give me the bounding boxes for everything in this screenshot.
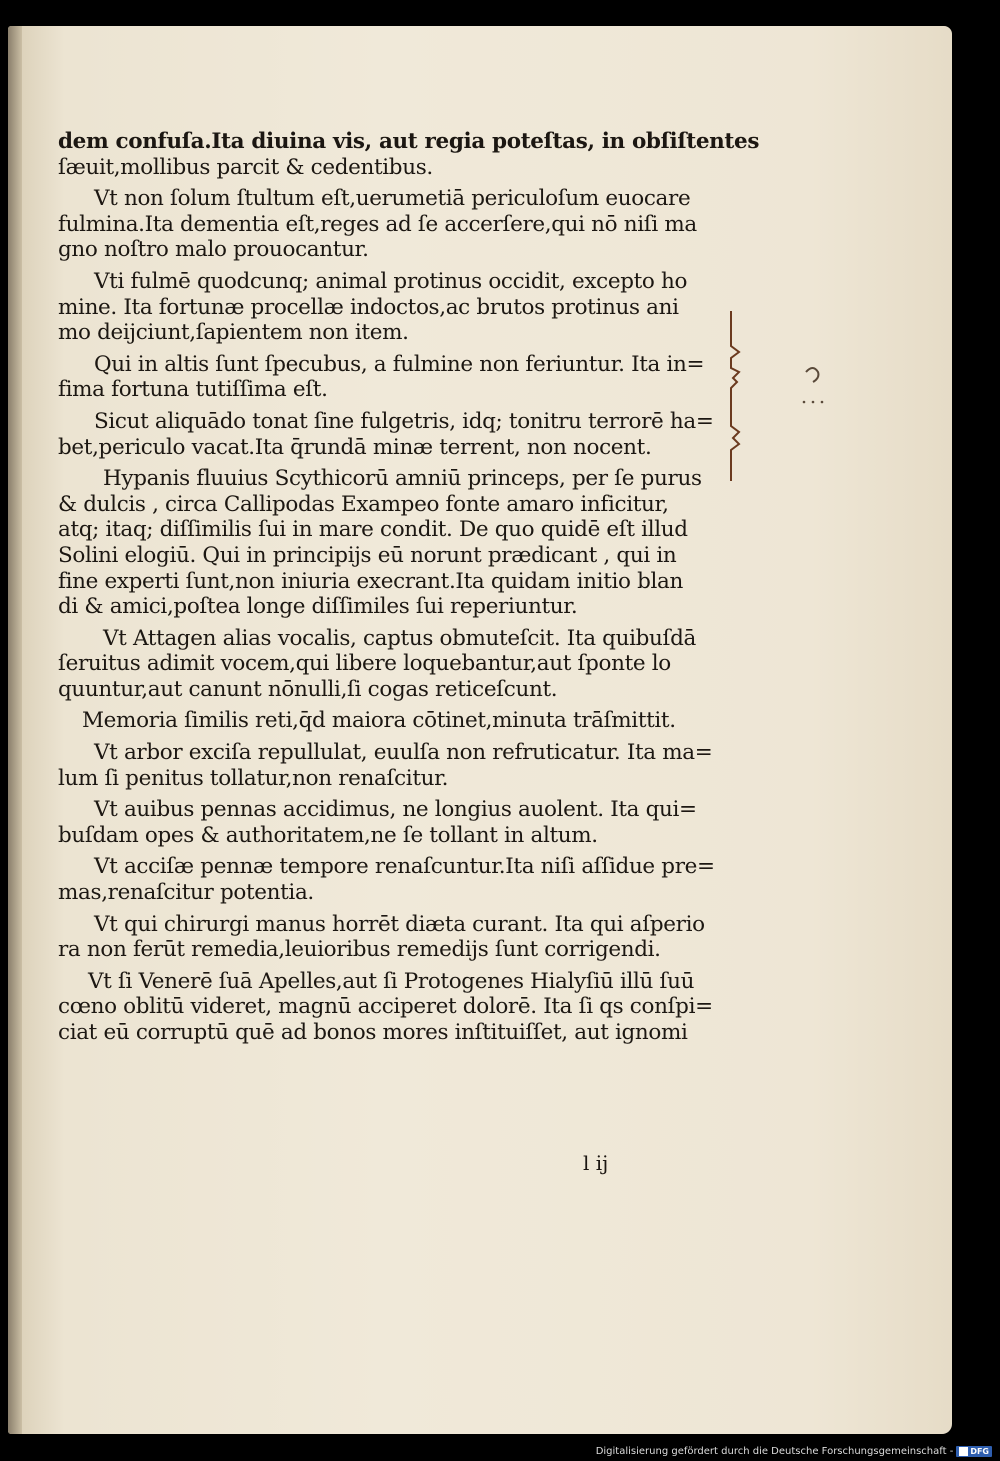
text-line: Vt Attagen alias vocalis, captus obmuteſcit. Ita quibuſdā [103,625,697,651]
text-line: Vt acciſæ pennæ tempore renaſcuntur.Ita niſi aſſidue pre= [94,854,715,880]
text-line: Vt qui chirurgi manus horrēt diæta curant. Ita qui aſperio [94,911,705,937]
text-line: gno noſtro malo prouocantur. [58,237,369,263]
text-line: Vt arbor exciſa repullulat, euulſa non refruticatur. Ita ma= [94,740,713,766]
text-line: fulmina.Ita dementia eſt,reges ad ſe accerſere,qui nō niſi ma [58,211,697,237]
text-line: ſæuit,mollibus parcit & cedentibus. [58,154,433,180]
text-line: lum ſi penitus tollatur,non renaſcitur. [58,765,449,791]
digitization-footer [596,1446,992,1457]
dfg-logo-text: DFG [970,1447,989,1456]
text-line: Vti fulmē quodcunq; animal protinus occidit, excepto ho [94,268,688,294]
margin-bracket-annotation [723,306,763,486]
text-line: Hypanis fluuius Scythicorū amniū princeps, per ſe purus [103,466,702,492]
text-line: ſeruitus adimit vocem,qui libere loquebantur,aut ſponte lo [58,651,671,677]
text-line: Vt auibus pennas accidimus, ne longius auolent. Ita qui= [94,797,697,823]
text-line: dem confuſa.Ita diuina vis, aut regia poteſtas, in obſiſtentes [58,129,760,154]
text-line: ciat eū corruptū quē ad bonos mores inſtituiſſet, aut ignomi [58,1020,688,1045]
text-line: Memoria ſimilis reti,q̄d maiora cōtinet,minuta trāſmittit. [82,708,676,734]
text-line: & dulcis , circa Callipodas Exampeo fonte amaro inficitur, [58,491,669,517]
book-page [8,26,952,1434]
text-line: fine experti ſunt,non iniuria execrant.Ita quidam initio blan [58,568,684,594]
signature-mark: l ij [583,1151,609,1175]
text-line: Vt non ſolum ſtultum eſt,uerumetiā periculoſum euocare [94,186,691,212]
text-line: mas,renaſcitur potentia. [58,880,314,906]
text-line: ra non ferūt remedia,leuioribus remedijs ſunt corrigendi. [58,937,661,963]
text-line: Sicut aliquādo tonat ſine fulgetris, idq; tonitru terrorē ha= [94,408,714,434]
text-line: fima fortuna tutiſſima eſt. [58,377,328,403]
text-line: Qui in altis ſunt ſpecubus, a fulmine non feriuntur. Ita in= [94,351,705,377]
text-line: Solini elogiū. Qui in principijs eū norunt prædicant , qui in [58,542,677,568]
text-line: quuntur,aut canunt nōnulli,ſi cogas reticeſcunt. [58,676,558,702]
margin-question-mark [798,364,828,409]
text-line: mine. Ita fortunæ procellæ indoctos,ac brutos protinus ani [58,294,679,320]
text-line: di & amici,poſtea longe diſſimiles ſui reperiuntur. [58,594,578,620]
footer-credit: Digitalisierung gefördert durch die Deutsche Forschungsgemeinschaft - [595,1446,954,1457]
text-line: buſdam opes & authoritatem,ne ſe tollant in altum. [58,822,598,848]
page-text [58,129,760,1046]
dfg-logo [956,1446,992,1457]
text-line: bet,periculo vacat.Ita q̄rundā minæ terrent, non nocent. [58,434,652,460]
text-line: mo deijciunt,ſapientem non item. [58,320,409,346]
text-line: Vt ſi Venerē ſuā Apelles,aut ſi Protogenes Hialyſiū illū ſuū [88,968,695,994]
page-gutter-shadow [8,26,22,1434]
text-line: atq; itaq; diſſimilis ſui in mare condit. De quo quidē eſt illud [58,517,688,543]
text-line: cœno oblitū videret, magnū acciperet dolorē. Ita ſi qs conſpi= [58,994,713,1020]
